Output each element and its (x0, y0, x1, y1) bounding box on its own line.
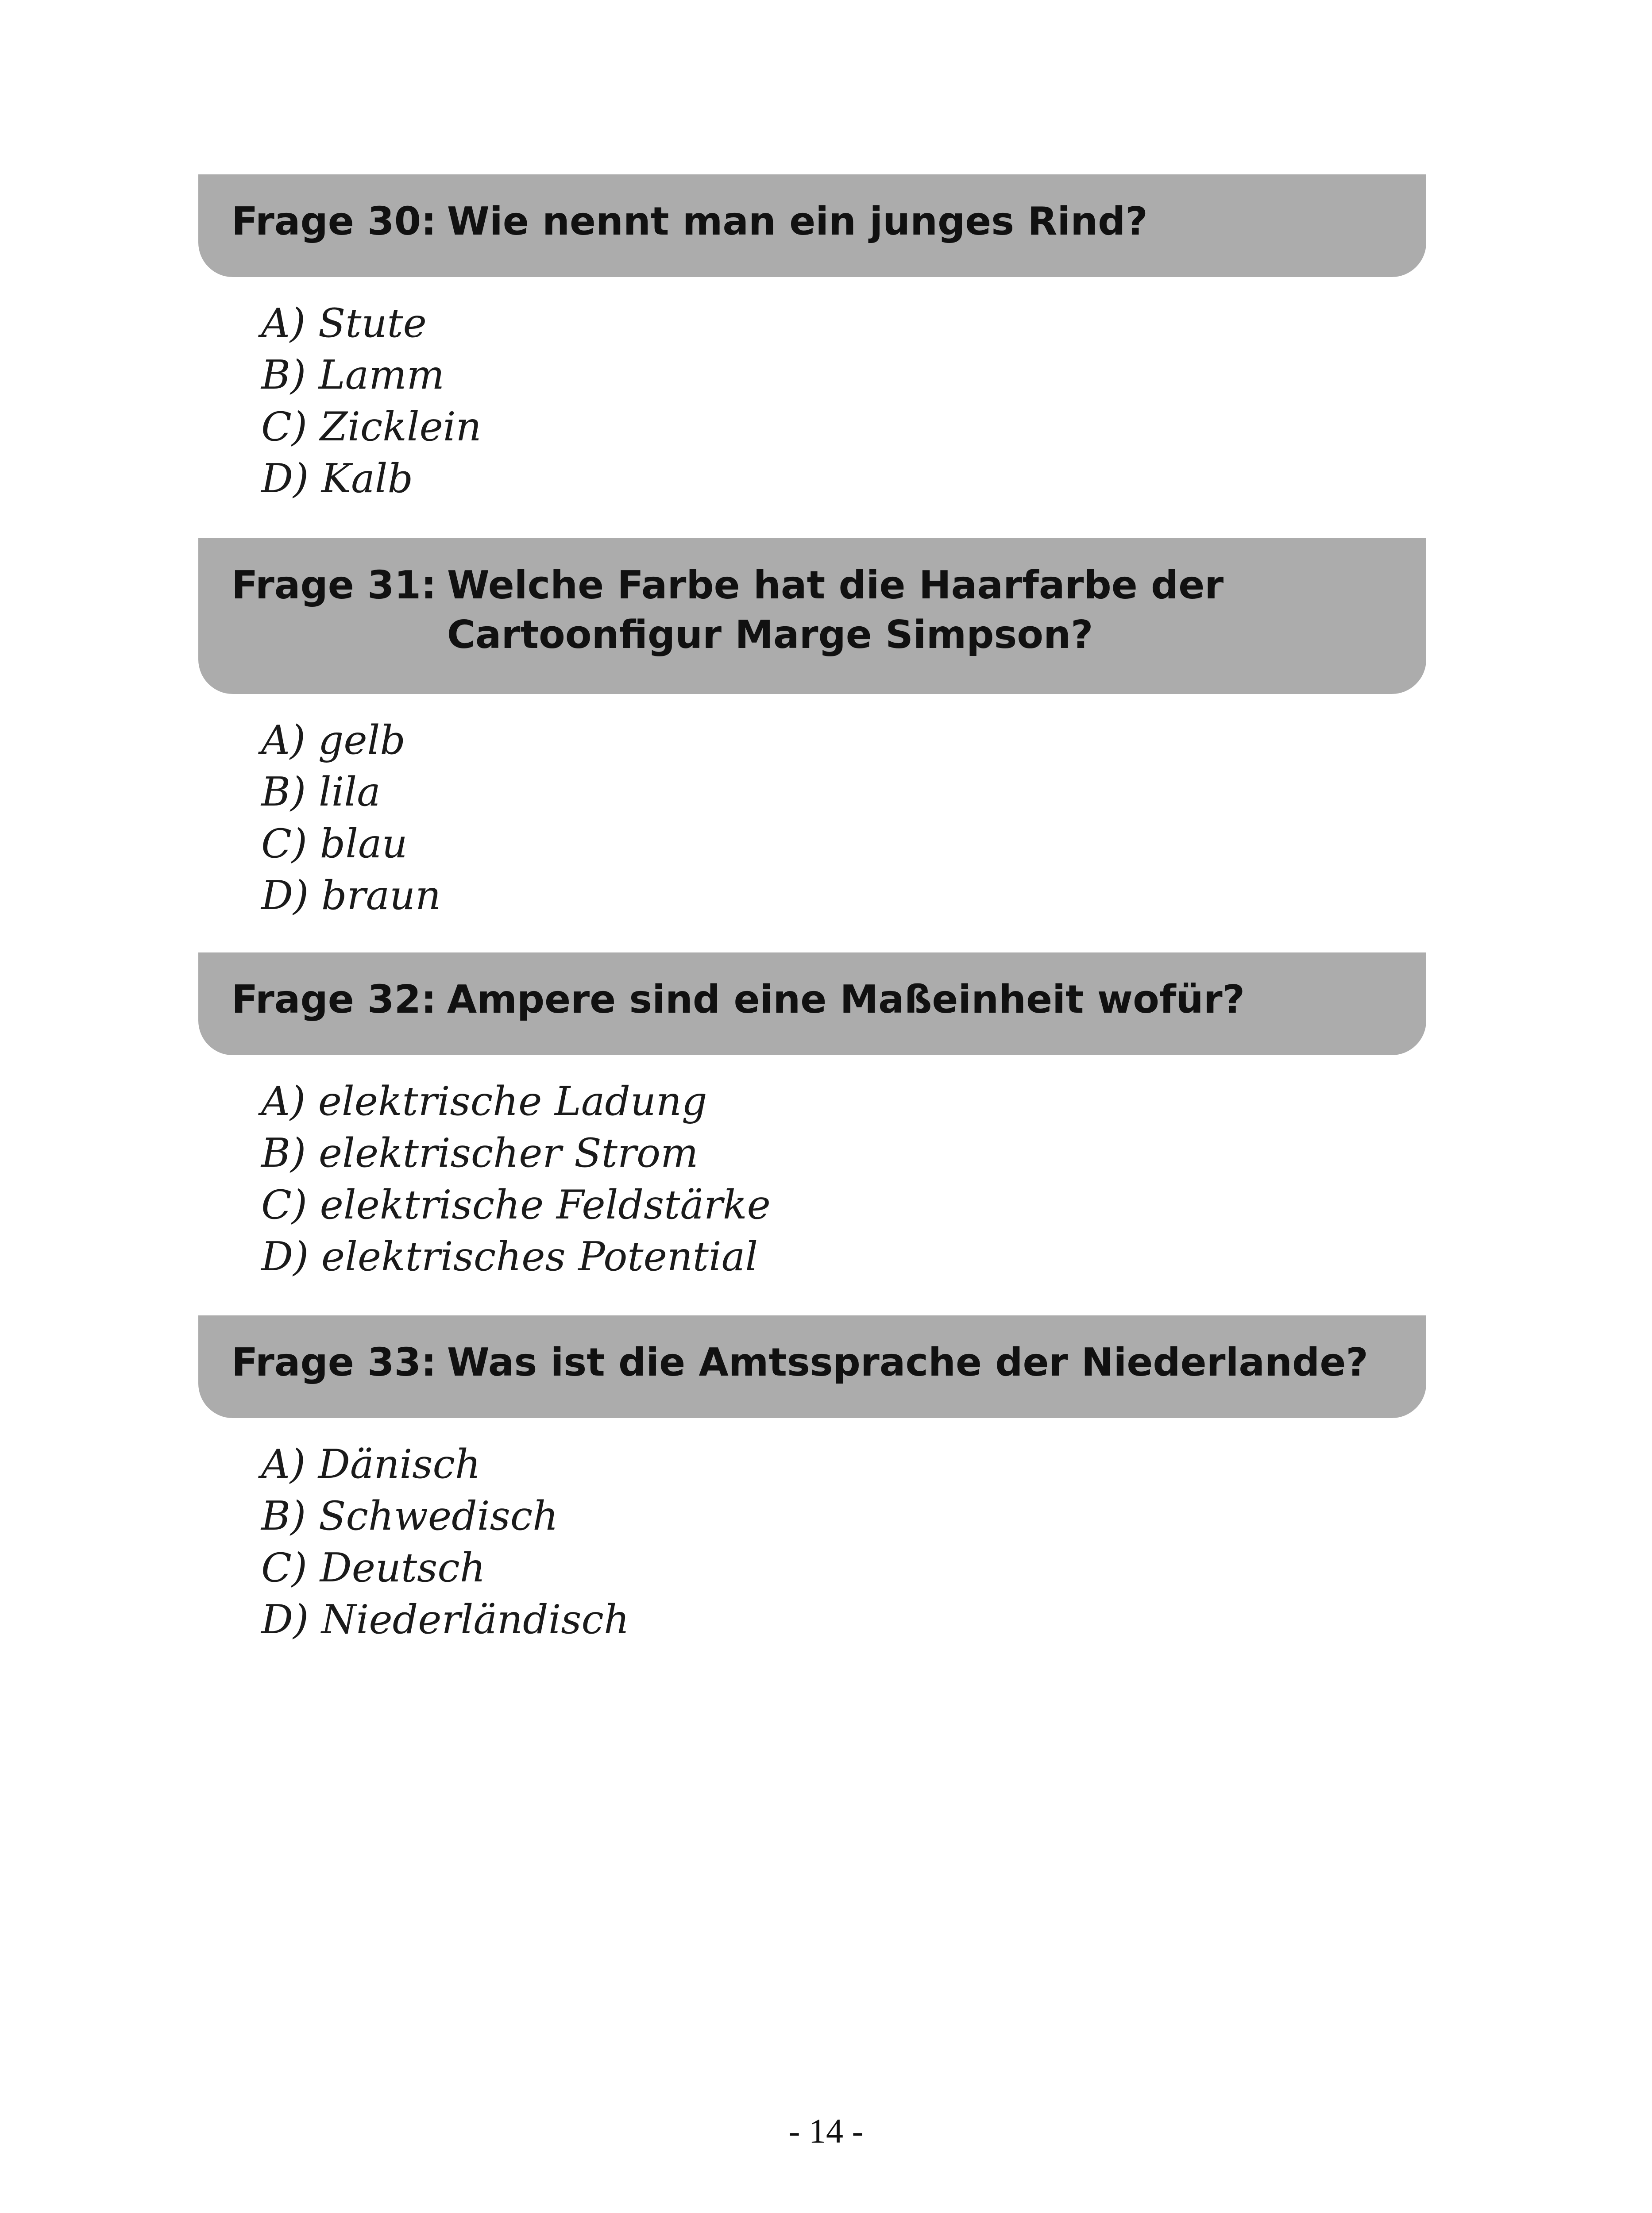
answer-option: C) Zicklein (261, 404, 482, 450)
answer-list (198, 1438, 1426, 1646)
answer-option: A) Stute (261, 300, 427, 347)
question-text: Ampere sind eine Maßeinheit wofür? (447, 977, 1245, 1022)
question-text: Welche Farbe hat die Haarfarbe der Cartoonfigur Marge Simpson? (447, 563, 1224, 657)
answer-list (198, 714, 1426, 921)
answer-option: B) Lamm (261, 352, 444, 398)
answer-option: B) Schwedisch (261, 1493, 559, 1539)
question-header (198, 952, 1426, 1055)
question-31 (198, 538, 1426, 921)
question-header (198, 174, 1426, 277)
answer-option: D) braun (261, 872, 441, 919)
answer-option: B) lila (261, 769, 381, 815)
page-number: - 14 - (788, 2112, 864, 2150)
answer-option: C) elektrische Feldstärke (261, 1182, 771, 1228)
question-number: Frage 33: (232, 1340, 436, 1385)
answer-list (198, 1076, 1426, 1283)
answer-option: A) Dänisch (261, 1441, 481, 1488)
answer-option: A) gelb (261, 717, 405, 763)
question-text: Was ist die Amtssprache der Niederlande? (447, 1340, 1368, 1385)
question-number: Frage 30: (232, 199, 436, 244)
answer-option: D) Niederländisch (261, 1596, 629, 1643)
question-number: Frage 32: (232, 977, 436, 1022)
answer-list (198, 297, 1426, 505)
question-32 (198, 952, 1426, 1283)
answer-option: A) elektrische Ladung (261, 1078, 707, 1125)
question-header (198, 1315, 1426, 1418)
question-number: Frage 31: (232, 563, 436, 608)
question-33 (198, 1315, 1426, 1646)
answer-option: C) Deutsch (261, 1545, 486, 1591)
answer-option: D) Kalb (261, 455, 413, 502)
question-text: Wie nennt man ein junges Rind? (447, 199, 1148, 244)
question-30 (198, 174, 1426, 505)
answer-option: B) elektrischer Strom (261, 1130, 699, 1176)
answer-option: D) elektrisches Potential (261, 1234, 758, 1280)
answer-option: C) blau (261, 821, 408, 867)
question-header (198, 538, 1426, 694)
